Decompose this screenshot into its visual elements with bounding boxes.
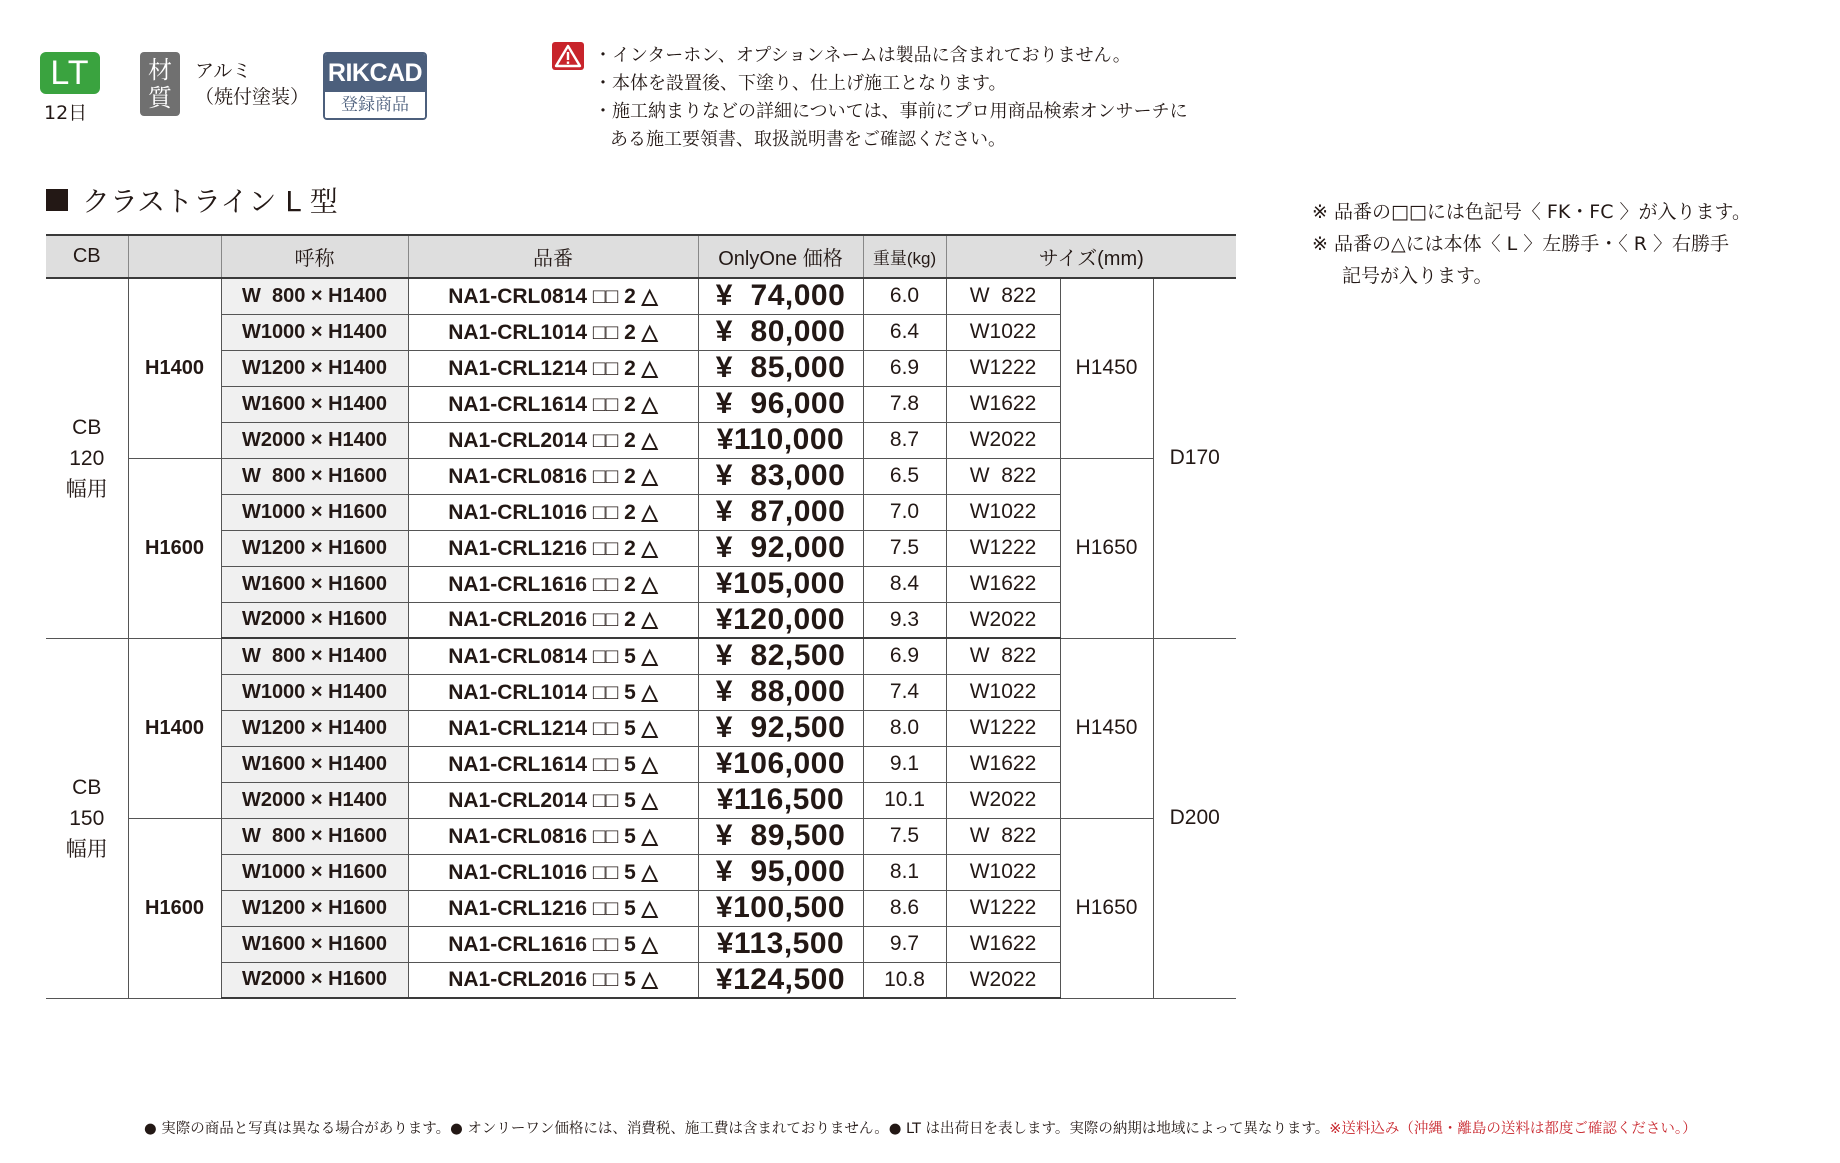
cb-width-line: 150: [69, 806, 105, 830]
part-number-cell: NA1-CRL1016 □□ 2 △: [408, 494, 698, 530]
rikcad-badge: [323, 52, 427, 120]
table-row: [46, 566, 1236, 602]
weight-cell: 7.0: [863, 494, 946, 530]
name-cell: W1000 × H1400: [221, 314, 408, 350]
side-note: ※ 品番の△には本体〈 L 〉左勝手・〈 R 〉右勝手: [1312, 233, 1730, 255]
weight-cell: 8.4: [863, 566, 946, 602]
size-width-cell: W2022: [946, 602, 1060, 638]
header-cb: CB: [46, 235, 128, 278]
name-cell: W2000 × H1600: [221, 962, 408, 998]
name-cell: W1000 × H1600: [221, 494, 408, 530]
table-row: [46, 638, 1236, 674]
part-number-cell: NA1-CRL1214 □□ 2 △: [408, 350, 698, 386]
price-cell: ¥110,000: [698, 422, 863, 458]
table-row: [46, 458, 1236, 494]
size-width-cell: W1622: [946, 926, 1060, 962]
size-width-cell: W 822: [946, 818, 1060, 854]
size-width-cell: W2022: [946, 782, 1060, 818]
price-cell: ¥ 87,000: [698, 494, 863, 530]
part-number-cell: NA1-CRL0816 □□ 5 △: [408, 818, 698, 854]
size-width-cell: W1622: [946, 566, 1060, 602]
weight-cell: 7.5: [863, 530, 946, 566]
part-number-cell: NA1-CRL1616 □□ 2 △: [408, 566, 698, 602]
weight-cell: 9.3: [863, 602, 946, 638]
section-title: [46, 180, 338, 220]
size-width-cell: W 822: [946, 638, 1060, 674]
price-cell: ¥ 74,000: [698, 278, 863, 314]
size-depth-cell: D170: [1153, 278, 1236, 638]
weight-cell: 7.8: [863, 386, 946, 422]
height-group-cell: H1600: [128, 818, 221, 998]
name-cell: W 800 × H1400: [221, 638, 408, 674]
table-row: [46, 926, 1236, 962]
table-row: [46, 818, 1236, 854]
note-item: ・施工納まりなどの詳細については、事前にプロ用商品検索オンサーチに: [594, 101, 1188, 122]
rikcad-registered-label: 登録商品: [325, 92, 425, 120]
lt-badge: LT: [40, 52, 100, 94]
material-text: [195, 58, 309, 110]
size-width-cell: W 822: [946, 458, 1060, 494]
name-cell: W 800 × H1600: [221, 818, 408, 854]
side-note: 記号が入ります。: [1342, 265, 1493, 287]
material-badge-label: 材質: [148, 56, 172, 112]
table-row: [46, 494, 1236, 530]
name-cell: W1000 × H1600: [221, 854, 408, 890]
footer: [144, 1117, 1697, 1138]
cb-width-cell: [46, 638, 128, 998]
weight-cell: 6.9: [863, 638, 946, 674]
size-width-cell: W1022: [946, 314, 1060, 350]
price-cell: ¥106,000: [698, 746, 863, 782]
size-width-cell: W 822: [946, 278, 1060, 314]
price-cell: ¥ 92,500: [698, 710, 863, 746]
weight-cell: 8.7: [863, 422, 946, 458]
side-note: ※ 品番の□□には色記号〈 FK・FC 〉が入ります。: [1312, 201, 1752, 223]
price-cell: ¥ 85,000: [698, 350, 863, 386]
table-row: [46, 530, 1236, 566]
table-row: [46, 350, 1236, 386]
size-width-cell: W1022: [946, 494, 1060, 530]
weight-cell: 6.0: [863, 278, 946, 314]
table-header-row: [46, 235, 1236, 278]
material-text-line-1: アルミ: [195, 60, 252, 82]
side-notes: [1312, 196, 1751, 292]
warning-icon: [552, 42, 584, 70]
weight-cell: 7.4: [863, 674, 946, 710]
price-cell: ¥ 96,000: [698, 386, 863, 422]
table-row: [46, 782, 1236, 818]
footer-shipping-note: ※送料込み（沖縄・離島の送料は都度ご確認ください。）: [1329, 1121, 1697, 1137]
header-name: 呼称: [221, 235, 408, 278]
size-height-cell: H1450: [1060, 278, 1153, 458]
name-cell: W1600 × H1400: [221, 386, 408, 422]
weight-cell: 6.5: [863, 458, 946, 494]
part-number-cell: NA1-CRL2016 □□ 5 △: [408, 962, 698, 998]
size-width-cell: W1222: [946, 890, 1060, 926]
part-number-cell: NA1-CRL1616 □□ 5 △: [408, 926, 698, 962]
size-height-cell: H1450: [1060, 638, 1153, 818]
note-item: ある施工要領書、取扱説明書をご確認ください。: [610, 129, 1006, 150]
spec-table: [46, 234, 1236, 999]
footer-text: ● 実際の商品と写真は異なる場合があります。● オンリーワン価格には、消費税、施工費は含まれておりません。● LT は出荷日を表します。実際の納期は地域によって異なります。: [144, 1121, 1330, 1137]
name-cell: W2000 × H1400: [221, 422, 408, 458]
price-cell: ¥124,500: [698, 962, 863, 998]
part-number-cell: NA1-CRL1614 □□ 2 △: [408, 386, 698, 422]
name-cell: W1000 × H1400: [221, 674, 408, 710]
size-width-cell: W1622: [946, 746, 1060, 782]
note-item: ・本体を設置後、下塗り、仕上げ施工となります。: [594, 73, 1007, 94]
name-cell: W2000 × H1400: [221, 782, 408, 818]
header-size: サイズ(mm): [946, 235, 1236, 278]
weight-cell: 9.7: [863, 926, 946, 962]
rikcad-label: RIKCAD: [325, 54, 425, 92]
part-number-cell: NA1-CRL1216 □□ 5 △: [408, 890, 698, 926]
name-cell: W1200 × H1400: [221, 350, 408, 386]
section-title-text: クラストライン L 型: [82, 185, 338, 218]
header-price: OnlyOne 価格: [698, 235, 863, 278]
header-part-number: 品番: [408, 235, 698, 278]
weight-cell: 6.9: [863, 350, 946, 386]
weight-cell: 7.5: [863, 818, 946, 854]
weight-cell: 10.1: [863, 782, 946, 818]
price-cell: ¥ 89,500: [698, 818, 863, 854]
name-cell: W2000 × H1600: [221, 602, 408, 638]
table-row: [46, 314, 1236, 350]
name-cell: W1200 × H1600: [221, 890, 408, 926]
lt-days: 12日: [44, 102, 88, 124]
table-row: [46, 854, 1236, 890]
part-number-cell: NA1-CRL0814 □□ 5 △: [408, 638, 698, 674]
height-group-cell: H1400: [128, 278, 221, 458]
cb-width-line: 120: [69, 446, 105, 470]
price-cell: ¥113,500: [698, 926, 863, 962]
size-width-cell: W1222: [946, 710, 1060, 746]
name-cell: W1200 × H1600: [221, 530, 408, 566]
price-cell: ¥120,000: [698, 602, 863, 638]
part-number-cell: NA1-CRL2016 □□ 2 △: [408, 602, 698, 638]
header-blank: [128, 235, 221, 278]
cb-width-cell: [46, 278, 128, 638]
part-number-cell: NA1-CRL1614 □□ 5 △: [408, 746, 698, 782]
table-row: [46, 422, 1236, 458]
table-row: [46, 278, 1236, 314]
weight-cell: 8.6: [863, 890, 946, 926]
weight-cell: 8.1: [863, 854, 946, 890]
name-cell: W1600 × H1600: [221, 566, 408, 602]
table-row: [46, 386, 1236, 422]
part-number-cell: NA1-CRL0816 □□ 2 △: [408, 458, 698, 494]
notes-list: [594, 42, 1188, 154]
cb-width-line: CB: [72, 775, 102, 799]
name-cell: W1600 × H1600: [221, 926, 408, 962]
table-row: [46, 602, 1236, 638]
table-row: [46, 746, 1236, 782]
size-width-cell: W1022: [946, 854, 1060, 890]
material-badge: [140, 52, 180, 116]
cb-width-line: 幅用: [65, 837, 108, 861]
height-group-cell: H1600: [128, 458, 221, 638]
size-width-cell: W1222: [946, 350, 1060, 386]
note-item: ・インターホン、オプションネームは製品に含まれておりません。: [594, 45, 1131, 66]
weight-cell: 9.1: [863, 746, 946, 782]
price-cell: ¥100,500: [698, 890, 863, 926]
price-cell: ¥105,000: [698, 566, 863, 602]
table-row: [46, 890, 1236, 926]
size-height-cell: H1650: [1060, 458, 1153, 638]
size-depth-cell: D200: [1153, 638, 1236, 998]
price-cell: ¥ 80,000: [698, 314, 863, 350]
name-cell: W 800 × H1600: [221, 458, 408, 494]
size-width-cell: W1622: [946, 386, 1060, 422]
size-width-cell: W2022: [946, 962, 1060, 998]
weight-cell: 10.8: [863, 962, 946, 998]
size-height-cell: H1650: [1060, 818, 1153, 998]
table-row: [46, 962, 1236, 998]
name-cell: W1600 × H1400: [221, 746, 408, 782]
weight-cell: 8.0: [863, 710, 946, 746]
material-text-line-2: （焼付塗装）: [195, 86, 310, 108]
name-cell: W 800 × H1400: [221, 278, 408, 314]
part-number-cell: NA1-CRL2014 □□ 2 △: [408, 422, 698, 458]
part-number-cell: NA1-CRL1014 □□ 2 △: [408, 314, 698, 350]
price-cell: ¥ 95,000: [698, 854, 863, 890]
name-cell: W1200 × H1400: [221, 710, 408, 746]
table-row: [46, 710, 1236, 746]
cb-width-line: CB: [72, 415, 102, 439]
cb-width-line: 幅用: [65, 477, 108, 501]
size-width-cell: W2022: [946, 422, 1060, 458]
height-group-cell: H1400: [128, 638, 221, 818]
price-cell: ¥ 88,000: [698, 674, 863, 710]
table-row: [46, 674, 1236, 710]
weight-cell: 6.4: [863, 314, 946, 350]
part-number-cell: NA1-CRL1016 □□ 5 △: [408, 854, 698, 890]
price-cell: ¥116,500: [698, 782, 863, 818]
price-cell: ¥ 82,500: [698, 638, 863, 674]
part-number-cell: NA1-CRL1014 □□ 5 △: [408, 674, 698, 710]
size-width-cell: W1222: [946, 530, 1060, 566]
price-cell: ¥ 92,000: [698, 530, 863, 566]
header-weight: 重量(kg): [863, 235, 946, 278]
part-number-cell: NA1-CRL1214 □□ 5 △: [408, 710, 698, 746]
price-cell: ¥ 83,000: [698, 458, 863, 494]
size-width-cell: W1022: [946, 674, 1060, 710]
part-number-cell: NA1-CRL1216 □□ 2 △: [408, 530, 698, 566]
part-number-cell: NA1-CRL2014 □□ 5 △: [408, 782, 698, 818]
part-number-cell: NA1-CRL0814 □□ 2 △: [408, 278, 698, 314]
square-bullet-icon: [46, 189, 68, 211]
